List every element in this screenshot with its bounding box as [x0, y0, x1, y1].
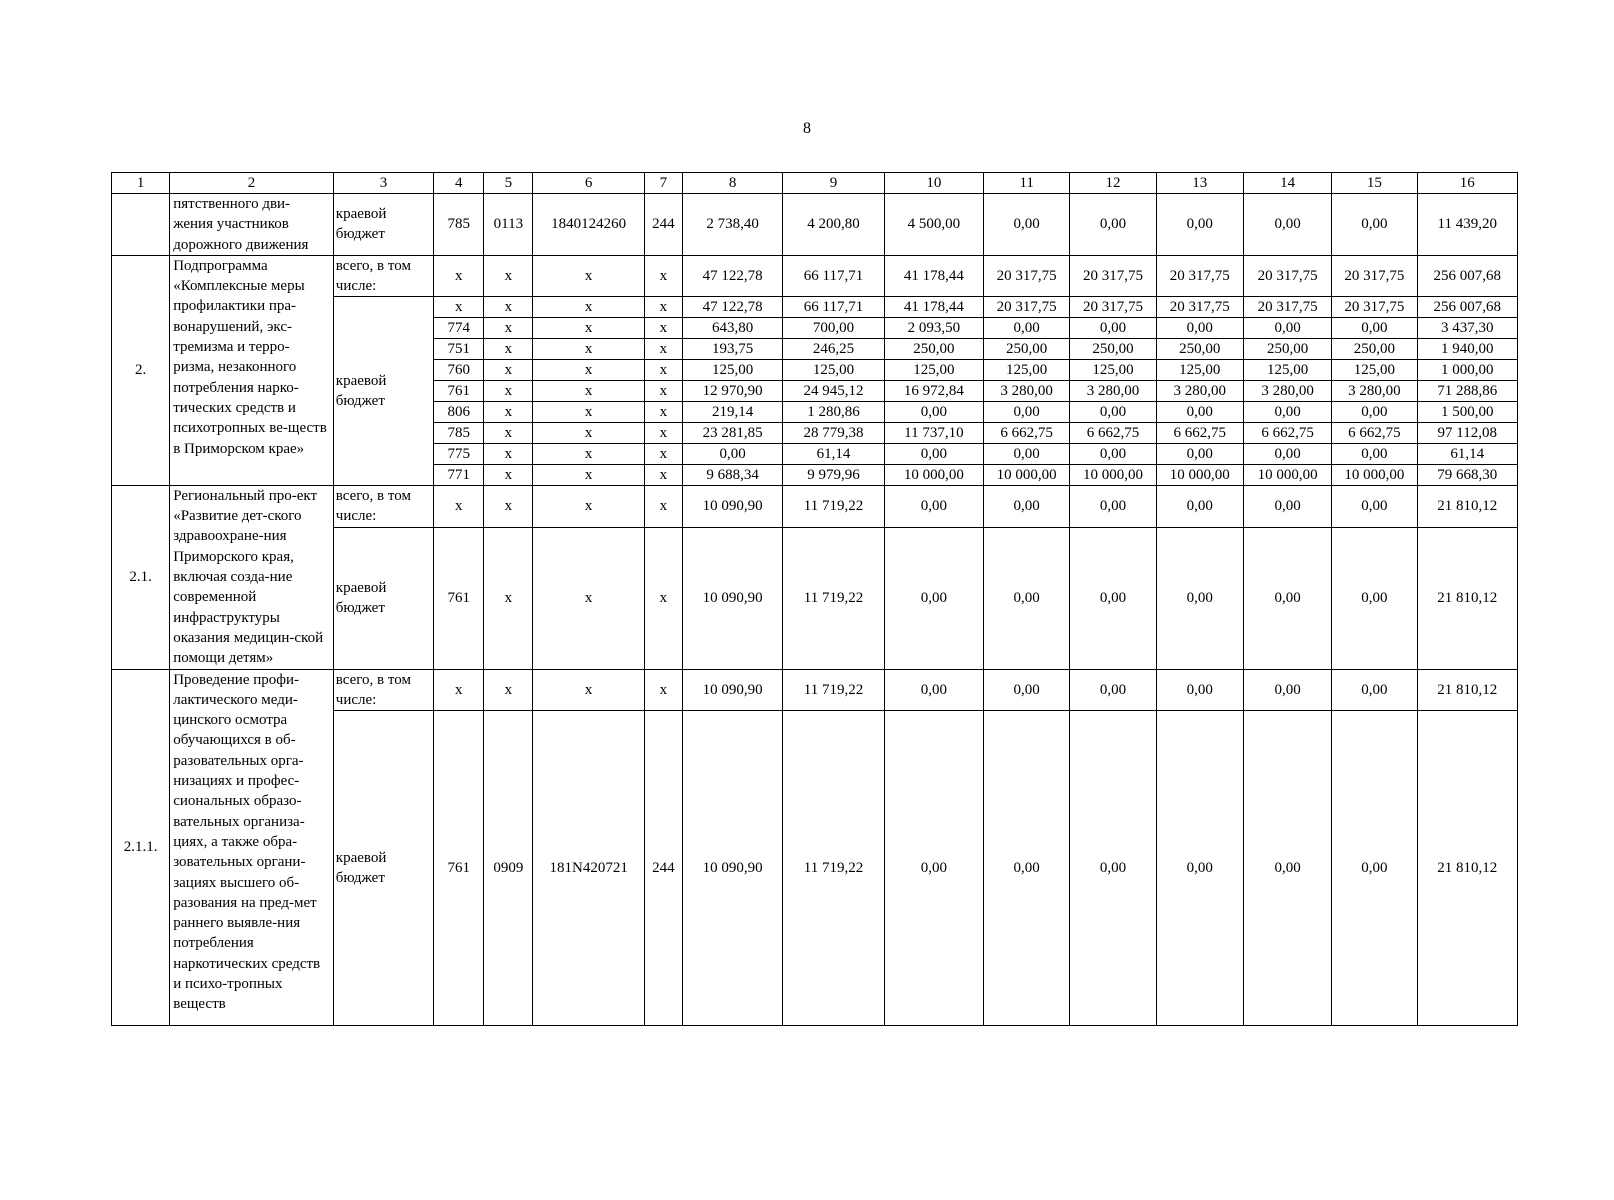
table-cell: 20 317,75 [1156, 255, 1243, 296]
table-cell: 1 500,00 [1417, 401, 1517, 422]
table-cell: 6 662,75 [984, 422, 1070, 443]
row-number: 2. [112, 255, 170, 485]
table-cell: 10 090,90 [682, 485, 782, 527]
table-cell: 4 500,00 [884, 194, 983, 256]
table-cell: 250,00 [1243, 338, 1331, 359]
table-cell: x [644, 359, 682, 380]
table-cell: 0,00 [1332, 485, 1417, 527]
column-header: 6 [533, 173, 644, 194]
table-cell: 41 178,44 [884, 255, 983, 296]
table-cell: x [434, 255, 484, 296]
row-number [112, 194, 170, 256]
table-cell: 0,00 [1156, 194, 1243, 256]
funding-source: краевой бюджет [333, 296, 433, 485]
table-cell: x [434, 669, 484, 710]
table-row [112, 255, 1518, 296]
table-cell: 47 122,78 [682, 296, 782, 317]
table-cell: 41 178,44 [884, 296, 983, 317]
table-cell: 0,00 [884, 710, 983, 1025]
table-cell: 0,00 [1070, 194, 1156, 256]
header-row [112, 173, 1518, 194]
table-cell: 11 719,22 [783, 669, 884, 710]
table-cell: x [644, 527, 682, 669]
table-row [112, 485, 1518, 527]
table-cell: x [533, 380, 644, 401]
table-cell: 16 972,84 [884, 380, 983, 401]
table-cell: 0,00 [984, 527, 1070, 669]
table-cell: 256 007,68 [1417, 296, 1517, 317]
table-cell: x [484, 527, 533, 669]
column-header: 14 [1243, 173, 1331, 194]
table-cell: 20 317,75 [1332, 296, 1417, 317]
table-cell: 256 007,68 [1417, 255, 1517, 296]
table-cell: 785 [434, 194, 484, 256]
table-cell: x [484, 296, 533, 317]
table-cell: 20 317,75 [1156, 296, 1243, 317]
table-cell: 0,00 [1332, 194, 1417, 256]
table-cell: 0,00 [1243, 710, 1331, 1025]
table-cell: 643,80 [682, 317, 782, 338]
table-cell: 0,00 [1070, 443, 1156, 464]
table-cell: x [484, 380, 533, 401]
table-cell: x [484, 485, 533, 527]
table-cell: x [644, 464, 682, 485]
table-cell: x [484, 401, 533, 422]
table-cell: x [484, 464, 533, 485]
table-cell: 10 090,90 [682, 527, 782, 669]
table-cell: x [644, 443, 682, 464]
table-cell: 0,00 [1332, 401, 1417, 422]
table-cell: 0,00 [1070, 401, 1156, 422]
table-cell: x [644, 338, 682, 359]
table-cell: x [644, 255, 682, 296]
table-cell: 21 810,12 [1417, 527, 1517, 669]
table-cell: 0,00 [984, 317, 1070, 338]
table-cell: 125,00 [1243, 359, 1331, 380]
table-cell: 10 000,00 [884, 464, 983, 485]
table-cell: 0,00 [1243, 669, 1331, 710]
table-cell: x [644, 401, 682, 422]
table-cell: 250,00 [1156, 338, 1243, 359]
item-name: Проведение профи-лактического меди-цинского осмотра обучающихся в об-разовательных орга-низациях и профес-сиональных образо-вательных организа-циях, а также обра-зовательных органи-зациях высшего об-разования на пред-мет раннего выявле-ния потребления наркотических средств и психо-тропных веществ [170, 669, 334, 1025]
funding-source: краевой бюджет [333, 527, 433, 669]
table-cell: 28 779,38 [783, 422, 884, 443]
table-cell: 0,00 [984, 194, 1070, 256]
table-cell: 1 280,86 [783, 401, 884, 422]
table-cell: 11 439,20 [1417, 194, 1517, 256]
table-cell: 10 000,00 [984, 464, 1070, 485]
table-cell: 0,00 [1332, 527, 1417, 669]
table-cell: 0,00 [984, 710, 1070, 1025]
table-cell: 0,00 [1156, 485, 1243, 527]
table-cell: 771 [434, 464, 484, 485]
table-cell: 6 662,75 [1243, 422, 1331, 443]
table-cell: 775 [434, 443, 484, 464]
table-cell: 0,00 [1243, 527, 1331, 669]
table-cell: 250,00 [1070, 338, 1156, 359]
table-cell: 125,00 [1332, 359, 1417, 380]
table-cell: 1 000,00 [1417, 359, 1517, 380]
table-cell: 0,00 [1156, 317, 1243, 338]
table-cell: x [434, 485, 484, 527]
table-cell: 24 945,12 [783, 380, 884, 401]
table-cell: x [533, 527, 644, 669]
row-number: 2.1. [112, 485, 170, 669]
table-cell: 0,00 [1070, 527, 1156, 669]
table-cell: 125,00 [783, 359, 884, 380]
table-cell: 2 093,50 [884, 317, 983, 338]
table-cell: 10 000,00 [1332, 464, 1417, 485]
column-header: 7 [644, 173, 682, 194]
table-cell: 10 000,00 [1156, 464, 1243, 485]
table-cell: 0,00 [1156, 527, 1243, 669]
table-cell: 0,00 [1156, 669, 1243, 710]
table-cell: x [484, 359, 533, 380]
table-cell: 66 117,71 [783, 255, 884, 296]
table-cell: 10 000,00 [1070, 464, 1156, 485]
table-cell: 0,00 [1070, 485, 1156, 527]
funding-source: краевой бюджет [333, 194, 433, 256]
table-cell: 0,00 [884, 527, 983, 669]
table-row [112, 669, 1518, 710]
table-cell: 21 810,12 [1417, 485, 1517, 527]
table-cell: 0,00 [1332, 443, 1417, 464]
funding-source: краевой бюджет [333, 710, 433, 1025]
table-cell: 20 317,75 [1243, 296, 1331, 317]
table-cell: 3 280,00 [1156, 380, 1243, 401]
row-number: 2.1.1. [112, 669, 170, 1025]
table-cell: 3 280,00 [1070, 380, 1156, 401]
table-cell: x [533, 422, 644, 443]
table-cell: 71 288,86 [1417, 380, 1517, 401]
table-cell: 0,00 [1156, 443, 1243, 464]
column-header: 9 [783, 173, 884, 194]
table-cell: 806 [434, 401, 484, 422]
table-cell: 11 737,10 [884, 422, 983, 443]
table-cell: 20 317,75 [1070, 255, 1156, 296]
table-cell: 246,25 [783, 338, 884, 359]
table-cell: 20 317,75 [1243, 255, 1331, 296]
table-cell: 20 317,75 [1332, 255, 1417, 296]
table-cell: 9 688,34 [682, 464, 782, 485]
table-cell: 700,00 [783, 317, 884, 338]
table-cell: 10 000,00 [1243, 464, 1331, 485]
table-cell: x [533, 443, 644, 464]
table-cell: 125,00 [1156, 359, 1243, 380]
item-name: пятственного дви-жения участников дорожного движения [170, 194, 334, 256]
table-cell: 0,00 [984, 401, 1070, 422]
table-cell: 3 280,00 [1332, 380, 1417, 401]
table-cell: 3 437,30 [1417, 317, 1517, 338]
table-cell: x [484, 422, 533, 443]
table-cell: 11 719,22 [783, 485, 884, 527]
item-name: Региональный про-ект «Развитие дет-ского здравоохране-ния Приморского края, включая созда-ние современной инфраструктуры оказания медицин-ской помощи детям» [170, 485, 334, 669]
table-cell: x [434, 296, 484, 317]
table-cell: 250,00 [884, 338, 983, 359]
page-number: 8 [803, 120, 811, 137]
column-header: 12 [1070, 173, 1156, 194]
column-header: 13 [1156, 173, 1243, 194]
table-cell: 0,00 [884, 443, 983, 464]
table-cell: 244 [644, 194, 682, 256]
table-cell: x [644, 485, 682, 527]
table-cell: 181N420721 [533, 710, 644, 1025]
column-header: 1 [112, 173, 170, 194]
table-cell: 0,00 [1156, 710, 1243, 1025]
table-cell: 6 662,75 [1332, 422, 1417, 443]
table-cell: 0113 [484, 194, 533, 256]
table-row [112, 194, 1518, 256]
table-cell: 250,00 [1332, 338, 1417, 359]
table-cell: 761 [434, 710, 484, 1025]
table-cell: 250,00 [984, 338, 1070, 359]
table-cell: x [533, 255, 644, 296]
table-cell: 125,00 [984, 359, 1070, 380]
table-cell: 760 [434, 359, 484, 380]
table-cell: 0,00 [1070, 710, 1156, 1025]
table-cell: 0,00 [1332, 710, 1417, 1025]
table-cell: 1 940,00 [1417, 338, 1517, 359]
table-cell: 0,00 [884, 401, 983, 422]
table-cell: 3 280,00 [984, 380, 1070, 401]
table-cell: 10 090,90 [682, 710, 782, 1025]
table-cell: 47 122,78 [682, 255, 782, 296]
table-cell: 0,00 [1243, 317, 1331, 338]
table-cell: x [533, 296, 644, 317]
table-cell: 0,00 [1070, 317, 1156, 338]
table-cell: 6 662,75 [1156, 422, 1243, 443]
funding-source: всего, в том числе: [333, 255, 433, 296]
table-cell: 3 280,00 [1243, 380, 1331, 401]
table-cell: 61,14 [1417, 443, 1517, 464]
table-cell: 20 317,75 [984, 296, 1070, 317]
table-cell: 0,00 [884, 669, 983, 710]
funding-source: всего, в том числе: [333, 485, 433, 527]
table-cell: x [484, 669, 533, 710]
table-cell: 21 810,12 [1417, 669, 1517, 710]
table-cell: 97 112,08 [1417, 422, 1517, 443]
table-cell: 125,00 [682, 359, 782, 380]
table-cell: x [644, 669, 682, 710]
table-cell: 244 [644, 710, 682, 1025]
table-cell: 0,00 [1243, 401, 1331, 422]
column-header: 8 [682, 173, 782, 194]
table-cell: 0,00 [682, 443, 782, 464]
table-cell: x [644, 422, 682, 443]
column-header: 4 [434, 173, 484, 194]
table-cell: 20 317,75 [1070, 296, 1156, 317]
column-header: 3 [333, 173, 433, 194]
table-cell: x [644, 317, 682, 338]
table-cell: 6 662,75 [1070, 422, 1156, 443]
funding-source: всего, в том числе: [333, 669, 433, 710]
table-cell: 785 [434, 422, 484, 443]
column-header: 15 [1332, 173, 1417, 194]
table-cell: 2 738,40 [682, 194, 782, 256]
table-cell: 0,00 [984, 443, 1070, 464]
column-header: 5 [484, 173, 533, 194]
column-header: 10 [884, 173, 983, 194]
table-cell: 751 [434, 338, 484, 359]
table-cell: 10 090,90 [682, 669, 782, 710]
table-cell: 0,00 [1243, 194, 1331, 256]
table-cell: 23 281,85 [682, 422, 782, 443]
column-header: 11 [984, 173, 1070, 194]
table-cell: x [533, 317, 644, 338]
table-cell: 0,00 [1332, 669, 1417, 710]
table-cell: 0909 [484, 710, 533, 1025]
table-cell: 79 668,30 [1417, 464, 1517, 485]
table-cell: x [484, 443, 533, 464]
table-cell: 125,00 [884, 359, 983, 380]
table-cell: 4 200,80 [783, 194, 884, 256]
table-cell: 761 [434, 380, 484, 401]
table-cell: 0,00 [1070, 669, 1156, 710]
table-cell: 66 117,71 [783, 296, 884, 317]
table-cell: 0,00 [984, 669, 1070, 710]
table-cell: 0,00 [1332, 317, 1417, 338]
table-cell: x [644, 296, 682, 317]
table-cell: x [484, 317, 533, 338]
budget-table [111, 172, 1518, 1026]
table-cell: 20 317,75 [984, 255, 1070, 296]
table-cell: x [533, 464, 644, 485]
table-cell: 9 979,96 [783, 464, 884, 485]
table-cell: 193,75 [682, 338, 782, 359]
table-cell: 0,00 [1243, 485, 1331, 527]
item-name: Подпрограмма «Комплексные меры профилактики пра-вонарушений, экс-тремизма и терро-ризма, незаконного потребления нарко-тических средств и психотропных ве-ществ в Приморском крае» [170, 255, 334, 485]
table-cell: 0,00 [1243, 443, 1331, 464]
table-cell: 61,14 [783, 443, 884, 464]
table-cell: 12 970,90 [682, 380, 782, 401]
column-header: 2 [170, 173, 334, 194]
table-cell: 1840124260 [533, 194, 644, 256]
table-cell: 0,00 [1156, 401, 1243, 422]
table-cell: 0,00 [984, 485, 1070, 527]
table-cell: 11 719,22 [783, 710, 884, 1025]
table-cell: x [533, 401, 644, 422]
table-cell: 0,00 [884, 485, 983, 527]
table-cell: x [533, 669, 644, 710]
table-cell: x [484, 338, 533, 359]
table-cell: 125,00 [1070, 359, 1156, 380]
table-cell: 21 810,12 [1417, 710, 1517, 1025]
table-cell: x [484, 255, 533, 296]
column-header: 16 [1417, 173, 1517, 194]
table-cell: x [533, 359, 644, 380]
table-cell: x [533, 338, 644, 359]
table-cell: 761 [434, 527, 484, 669]
table-cell: 11 719,22 [783, 527, 884, 669]
table-cell: 219,14 [682, 401, 782, 422]
table-cell: 774 [434, 317, 484, 338]
table-cell: x [533, 485, 644, 527]
table-cell: x [644, 380, 682, 401]
